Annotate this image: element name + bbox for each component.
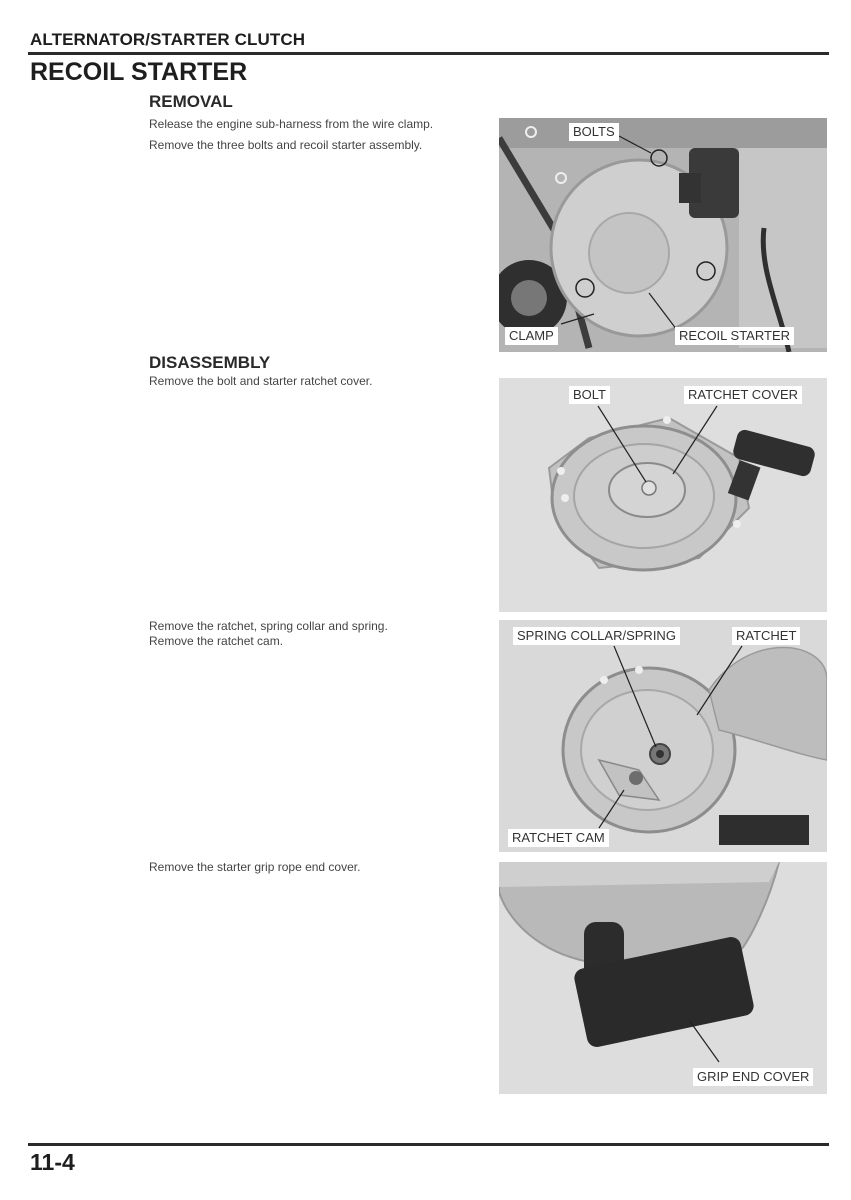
ratchet-spring-photo-illustration — [499, 620, 827, 852]
callout-ratchet: RATCHET — [732, 627, 800, 645]
disassembly-step: Remove the bolt and starter ratchet cover. — [149, 374, 373, 388]
figure-ratchet-cover — [499, 378, 827, 612]
ratchet-cover-photo-illustration — [499, 378, 827, 612]
disassembly-step: Remove the ratchet cam. — [149, 634, 284, 648]
removal-heading: REMOVAL — [149, 92, 233, 111]
disassembly-step-group-3 — [149, 860, 479, 881]
callout-bolts: BOLTS — [569, 123, 619, 141]
callout-bolt: BOLT — [569, 386, 610, 404]
disassembly-step-group-1 — [149, 374, 479, 395]
footer-rule — [28, 1143, 829, 1146]
callout-grip-end-cover: GRIP END COVER — [693, 1068, 813, 1086]
figure-recoil-starter-installed — [499, 118, 827, 352]
callout-ratchet-cam: RATCHET CAM — [508, 829, 609, 847]
page-number: 11-4 — [30, 1149, 75, 1175]
section-title: RECOIL STARTER — [30, 58, 248, 86]
callout-ratchet-cover: RATCHET COVER — [684, 386, 802, 404]
grip-end-cover-photo-illustration — [499, 862, 827, 1094]
figure-ratchet-spring — [499, 620, 827, 852]
callout-recoil-starter: RECOIL STARTER — [675, 327, 794, 345]
engine-photo-illustration — [499, 118, 827, 352]
header-rule — [28, 52, 829, 55]
removal-steps — [149, 117, 489, 159]
callout-spring-collar-spring: SPRING COLLAR/SPRING — [513, 627, 680, 645]
removal-step-1: Release the engine sub-harness from the wire clamp. — [149, 117, 434, 131]
disassembly-step: Remove the ratchet, spring collar and spring. — [149, 619, 388, 633]
chapter-title: ALTERNATOR/STARTER CLUTCH — [30, 30, 306, 49]
figure-grip-end-cover — [499, 862, 827, 1094]
disassembly-step: Remove the starter grip rope end cover. — [149, 860, 361, 874]
callout-clamp: CLAMP — [505, 327, 558, 345]
disassembly-heading: DISASSEMBLY — [149, 353, 271, 372]
removal-step-2: Remove the three bolts and recoil starter assembly. — [149, 138, 423, 152]
disassembly-step-group-2 — [149, 619, 479, 649]
